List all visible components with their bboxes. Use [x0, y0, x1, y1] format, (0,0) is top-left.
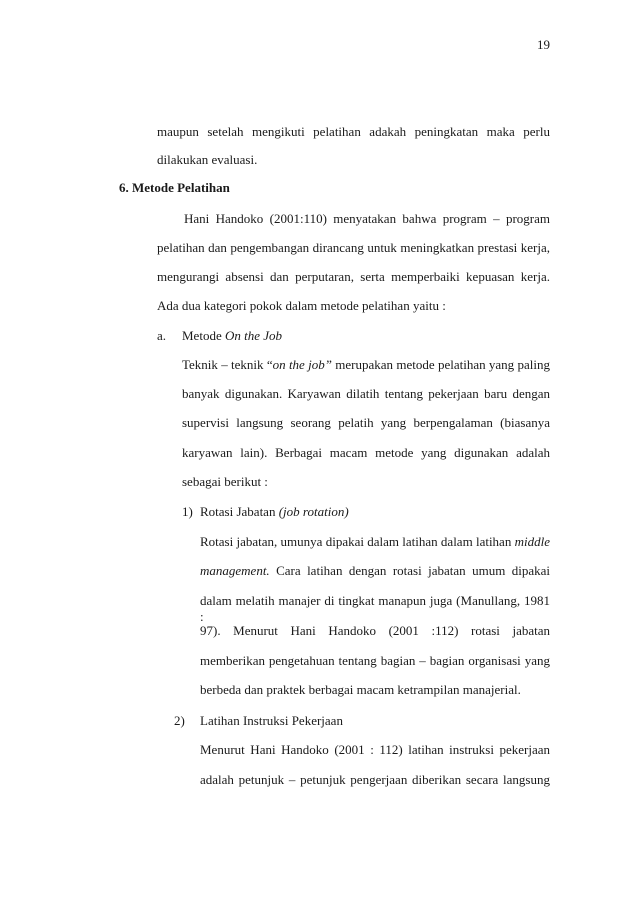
page-number: 19 — [537, 37, 550, 52]
body-line: dalam melatih manajer di tingkat manapun juga (Manullang, 1981 : — [200, 593, 550, 624]
body-line: 97). Menurut Hani Handoko (2001 :112) rotasi jabatan — [200, 623, 550, 638]
body-line: dilakukan evaluasi. — [157, 152, 258, 167]
body-line: Menurut Hani Handoko (2001 : 112) latihan instruksi pekerjaan — [200, 742, 550, 757]
body-line: supervisi langsung seorang pelatih yang berpengalaman (biasanya — [182, 415, 550, 430]
body-line: memberikan pengetahuan tentang bagian – bagian organisasi yang — [200, 653, 550, 668]
body-line: Ada dua kategori pokok dalam metode pelatihan yaitu : — [157, 298, 446, 313]
body-line: management. Cara latihan dengan rotasi jabatan umum dipakai — [200, 563, 550, 578]
body-line: sebagai berikut : — [182, 474, 268, 489]
body-line: adalah petunjuk – petunjuk pengerjaan diberikan secara langsung — [200, 772, 550, 787]
list-marker-2: 2) — [174, 713, 185, 728]
list-marker-a: a. — [157, 328, 167, 343]
body-line: Rotasi jabatan, umunya dipakai dalam latihan dalam latihan middle — [200, 534, 550, 549]
body-line: Hani Handoko (2001:110) menyatakan bahwa program – program — [184, 211, 550, 226]
subsection-title: Metode On the Job — [182, 328, 283, 343]
item-title: Rotasi Jabatan (job rotation) — [200, 504, 349, 519]
section-heading: 6. Metode Pelatihan — [119, 180, 230, 195]
body-line: Teknik – teknik “on the job” merupakan metode pelatihan yang paling — [182, 357, 550, 372]
body-line: pelatihan dan pengembangan dirancang untuk meningkatkan prestasi kerja, — [157, 240, 550, 255]
body-line: berbeda dan praktek berbagai macam ketrampilan manajerial. — [200, 682, 521, 697]
body-line: banyak digunakan. Karyawan dilatih tentang pekerjaan baru dengan — [182, 386, 550, 401]
body-line: karyawan lain). Berbagai macam metode yang digunakan adalah — [182, 445, 550, 460]
list-marker-1: 1) — [182, 504, 193, 519]
body-line: mengurangi absensi dan perputaran, serta memperbaiki kepuasan kerja. — [157, 269, 550, 284]
body-line: maupun setelah mengikuti pelatihan adakah peningkatan maka perlu — [157, 124, 550, 139]
item-title: Latihan Instruksi Pekerjaan — [200, 713, 343, 728]
